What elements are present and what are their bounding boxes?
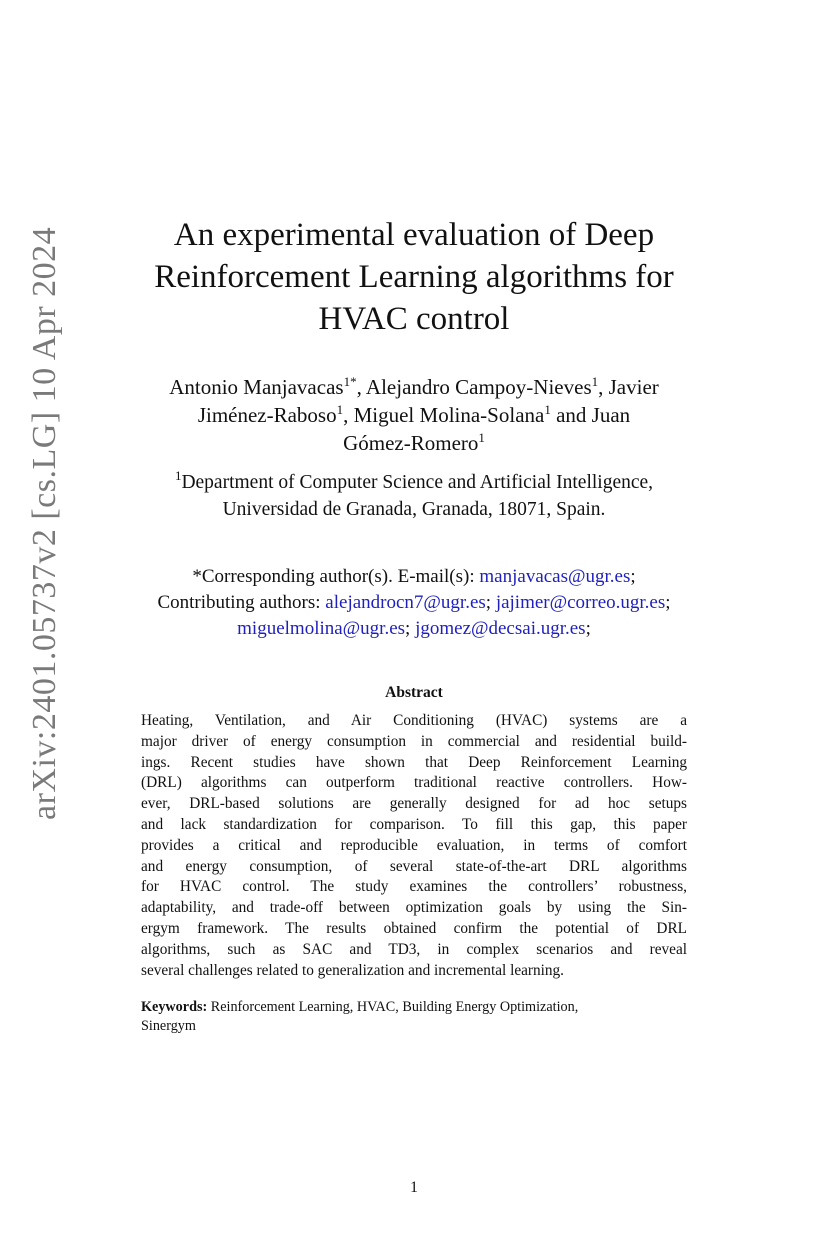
- author-line: [110, 373, 718, 401]
- author-name: Juan: [591, 403, 631, 427]
- title-line: HVAC control: [318, 301, 510, 337]
- author-name: Antonio Manjavacas: [169, 375, 344, 399]
- author-name: Miguel Molina-Solana: [353, 403, 545, 427]
- author-list: [110, 373, 718, 457]
- corresponding-author-line: [80, 564, 748, 590]
- page-number: 1: [410, 1179, 418, 1196]
- contributing-label: Contributing authors:: [157, 592, 326, 613]
- abstract-line: Heating, Ventilation, and Air Conditioning (HVAC) systems are a: [141, 712, 687, 729]
- author-separator: ,: [356, 375, 366, 399]
- affiliation-line: [110, 469, 718, 496]
- email-link[interactable]: jajimer@correo.ugr.es: [495, 592, 666, 613]
- email-separator: ;: [630, 566, 636, 587]
- abstract-line: provides a critical and reproducible evaluation, in terms of comfort: [141, 836, 687, 854]
- abstract-line: ings. Recent studies have shown that Deep Reinforcement Learning: [141, 753, 687, 771]
- abstract-line: for HVAC control. The study examines the controllers’ robustness,: [141, 878, 687, 896]
- author-separator: ,: [598, 375, 609, 399]
- abstract-line: several challenges related to generalization and incremental learning.: [141, 961, 565, 979]
- abstract-line: and energy consumption, of several state-of-the-art DRL algorithms: [141, 857, 687, 875]
- author-line: [110, 429, 718, 457]
- email-separator: ;: [485, 592, 492, 613]
- affiliation-mark: 1: [174, 468, 182, 483]
- email-link[interactable]: manjavacas@ugr.es: [479, 566, 631, 587]
- author-separator: ,: [343, 403, 354, 427]
- paper-title: [100, 214, 728, 340]
- title-line: Reinforcement Learning algorithms for: [154, 259, 674, 295]
- keywords-line: [141, 998, 687, 1017]
- author-name: Alejandro Campoy-Nieves: [365, 375, 592, 399]
- email-link[interactable]: alejandrocn7@ugr.es: [325, 592, 486, 613]
- abstract-body: [141, 711, 687, 981]
- arxiv-identifier-stamp: arXiv:2401.05737v2 [cs.LG] 10 Apr 2024: [26, 226, 63, 820]
- author-affiliation-mark: 1: [544, 402, 551, 417]
- abstract-heading: Abstract: [385, 684, 443, 701]
- title-line: An experimental evaluation of Deep: [173, 217, 655, 253]
- affiliation: [110, 469, 718, 523]
- email-separator: ;: [405, 618, 411, 639]
- keywords: [141, 998, 687, 1036]
- abstract-line: ever, DRL-based solutions are generally designed for ad hoc setups: [141, 795, 687, 813]
- abstract-line: and lack standardization for comparison. To fill this gap, this paper: [141, 815, 687, 833]
- email-link[interactable]: miguelmolina@ugr.es: [237, 618, 406, 639]
- contact-block: [80, 564, 748, 642]
- author-affiliation-mark: 1*: [343, 374, 357, 389]
- author-name: Jiménez-Raboso: [197, 403, 337, 427]
- email-separator: ;: [585, 618, 591, 639]
- author-affiliation-mark: 1: [478, 430, 485, 445]
- author-affiliation-mark: 1: [336, 402, 344, 417]
- author-line: [110, 401, 718, 429]
- abstract-line: (DRL) algorithms can outperform traditional reactive controllers. How-: [141, 774, 687, 792]
- author-name: Gómez-Romero: [343, 431, 479, 455]
- keywords-line: Sinergym: [141, 1018, 196, 1034]
- contributing-authors-line: [80, 616, 748, 642]
- affiliation-line: Universidad de Granada, Granada, 18071, Spain.: [222, 499, 606, 520]
- contributing-authors-line: [80, 590, 748, 616]
- email-separator: ;: [665, 592, 671, 613]
- corresponding-label: *Corresponding author(s). E-mail(s):: [192, 566, 480, 587]
- author-affiliation-mark: 1: [591, 374, 599, 389]
- keywords-label: Keywords:: [141, 999, 208, 1015]
- email-link[interactable]: jgomez@decsai.ugr.es: [415, 618, 586, 639]
- abstract-line: adaptability, and trade-off between optimization goals by using the Sin-: [141, 899, 687, 917]
- abstract-line: major driver of energy consumption in commercial and residential build-: [141, 732, 687, 750]
- author-conjunction: and: [550, 403, 592, 427]
- affiliation-text: Department of Computer Science and Artificial Intelligence,: [181, 472, 654, 493]
- author-name: Javier: [608, 375, 659, 399]
- abstract-line: algorithms, such as SAC and TD3, in complex scenarios and reveal: [141, 940, 687, 958]
- keywords-text: Reinforcement Learning, HVAC, Building Energy Optimization,: [207, 999, 579, 1015]
- abstract-line: ergym framework. The results obtained confirm the potential of DRL: [141, 919, 687, 937]
